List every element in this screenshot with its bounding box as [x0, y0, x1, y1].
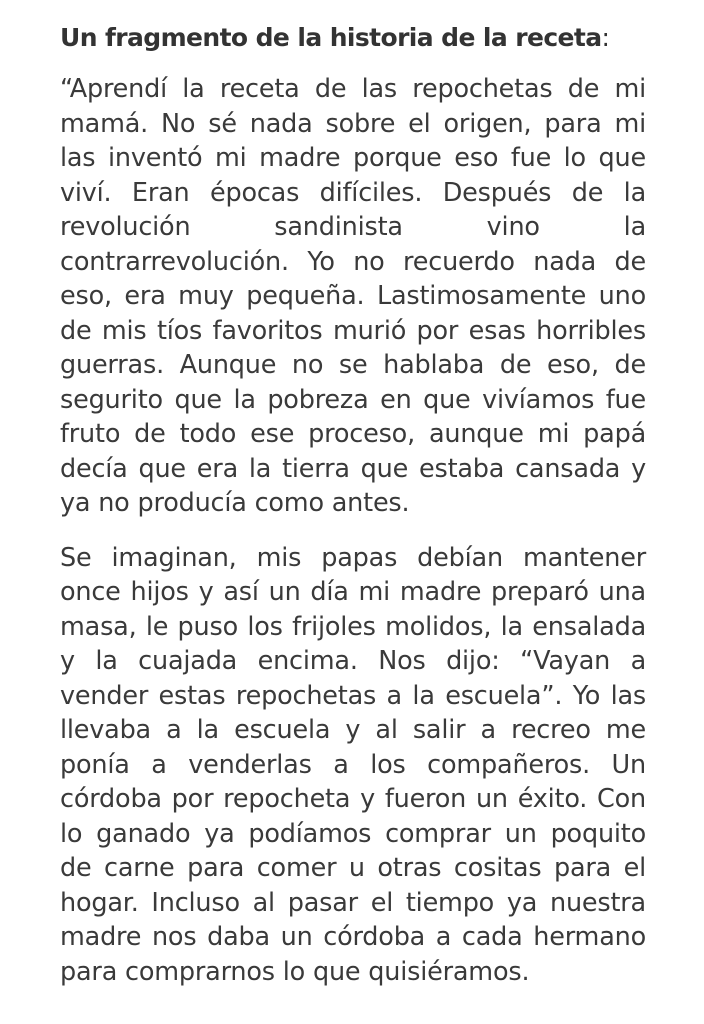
section-heading-colon: :: [601, 23, 610, 52]
story-paragraph-1: “Aprendí la receta de las repochetas de mi mamá. No sé nada sobre el origen, para mi las inventó mi madre porque eso fue lo que viví. Eran épocas difíciles. Después de la revolución sandinista vino la contrarrevolución. Yo no recuerdo nada de eso, era muy pequeña. Lastimosamente uno de mis tíos favoritos murió por esas horribles guerras. Aunque no se hablaba de eso, de segurito que la pobreza en que vivíamos fue fruto de todo ese proceso, aunque mi papá decía que era la tierra que estaba cansada y ya no producía como antes.: [60, 74, 646, 518]
section-heading: [60, 18, 646, 58]
section-heading-text: Un fragmento de la historia de la receta: [60, 23, 602, 52]
story-paragraph-2: Se imaginan, mis papas debían mantener once hijos y así un día mi madre preparó una masa, le puso los frijoles molidos, la ensalada y la cuajada encima. Nos dijo: “Vayan a vender estas repochetas a la escuela”. Yo las llevaba a la escuela y al salir a recreo me ponía a venderlas a los compañeros. Un córdoba por repocheta y fueron un éxito. Con lo ganado ya podíamos comprar un poquito de carne para comer u otras cositas para el hogar. Incluso al pasar el tiempo ya nuestra madre nos daba un córdoba a cada hermano para comprarnos lo que quisiéramos.: [60, 542, 646, 987]
